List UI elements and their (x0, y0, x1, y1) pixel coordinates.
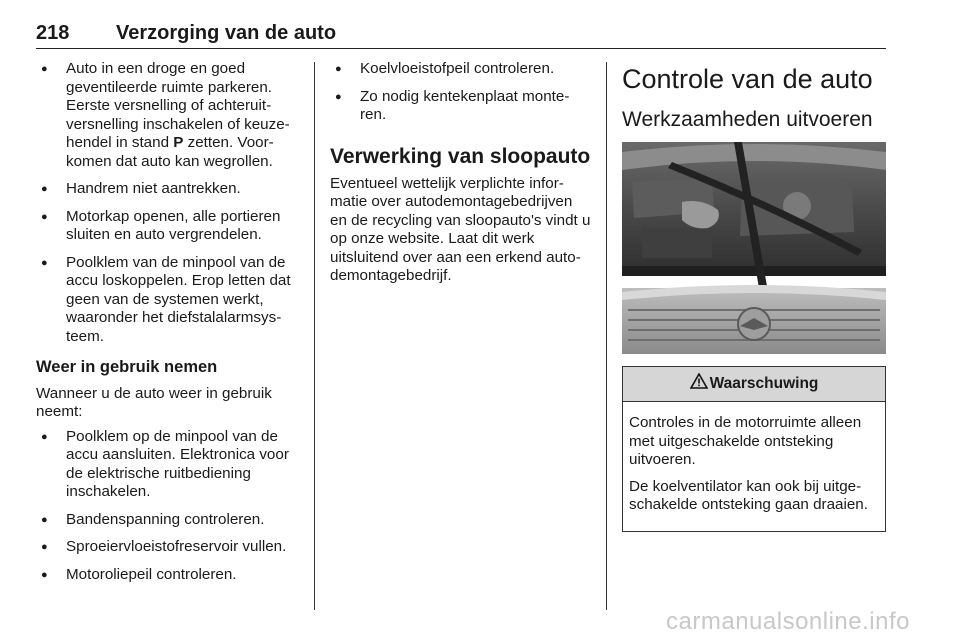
list-item: ● Auto in een droge en goed geventileerde ruimte parkeren. Eerste versnelling of achteruit- versnelling inschakelen of keuze- hendel in stand P zetten. Voor- komen dat auto kan wegrollen. (36, 60, 301, 171)
intro-paragraph: Wanneer u de auto weer in gebruik neemt: (36, 384, 272, 420)
list-item: ● Poolklem op de minpool van de accu aansluiten. Elektronica voor de elektrische ruitbediening inschakelen. (36, 428, 301, 502)
column-divider (314, 62, 315, 610)
list-item: ● Motoroliepeil controleren. (36, 566, 301, 585)
warning-header (623, 367, 885, 402)
warning-triangle-icon (690, 373, 708, 395)
list-item: ● Motorkap openen, alle portieren sluiten en auto vergrendelen. (36, 208, 301, 245)
check-list (330, 60, 592, 125)
warning-paragraph: De koelventilator kan ook bij uitge- schakelde ontsteking gaan draaien. (629, 477, 868, 513)
page-number: 218 (36, 22, 70, 44)
column-divider (606, 62, 607, 610)
list-item: ● Sproeiervloeistofreservoir vullen. (36, 538, 301, 557)
warning-body (623, 402, 885, 531)
section-subheading: Weer in gebruik nemen (36, 358, 218, 376)
engine-hood-illustration (622, 142, 886, 354)
column-left (36, 60, 301, 593)
section-subtitle: Werkzaamheden uitvoeren (622, 108, 873, 131)
page-header (36, 16, 886, 49)
warning-paragraph: Controles in de motorruimte alleen met uitgeschakelde ontsteking uitvoeren. (629, 414, 862, 468)
list-item: ● Bandenspanning controleren. (36, 511, 301, 530)
section-title: Controle van de auto (622, 64, 873, 94)
list-item: ● Koelvloeistofpeil controleren. (330, 60, 592, 79)
list-item: ● Poolklem van de minpool van de accu loskoppelen. Erop letten dat geen van de systemen werkt, waaronder het diefstalalarmsys- teem. (36, 254, 301, 347)
chapter-title: Verzorging van de auto (116, 22, 337, 44)
storage-steps-list (36, 60, 301, 346)
section-heading: Verwerking van sloopauto (330, 144, 591, 168)
watermark-text: carmanualsonline.info (666, 608, 910, 635)
column-middle (330, 60, 592, 292)
body-paragraph: Eventueel wettelijk verplichte infor- matie over autodemontagebedrijven en de recycling van sloopauto's vindt u op onze website. Laat dit werk uitsluitend over aan een erkend auto- demontagebedrijf. (330, 174, 591, 284)
column-right (622, 60, 886, 532)
warning-title: Waarschuwing (709, 374, 819, 392)
recommission-steps-list (36, 428, 301, 585)
list-item: ● Zo nodig kentekenplaat monte- ren. (330, 88, 592, 125)
warning-box (622, 366, 886, 532)
list-item: ● Handrem niet aantrekken. (36, 180, 301, 199)
